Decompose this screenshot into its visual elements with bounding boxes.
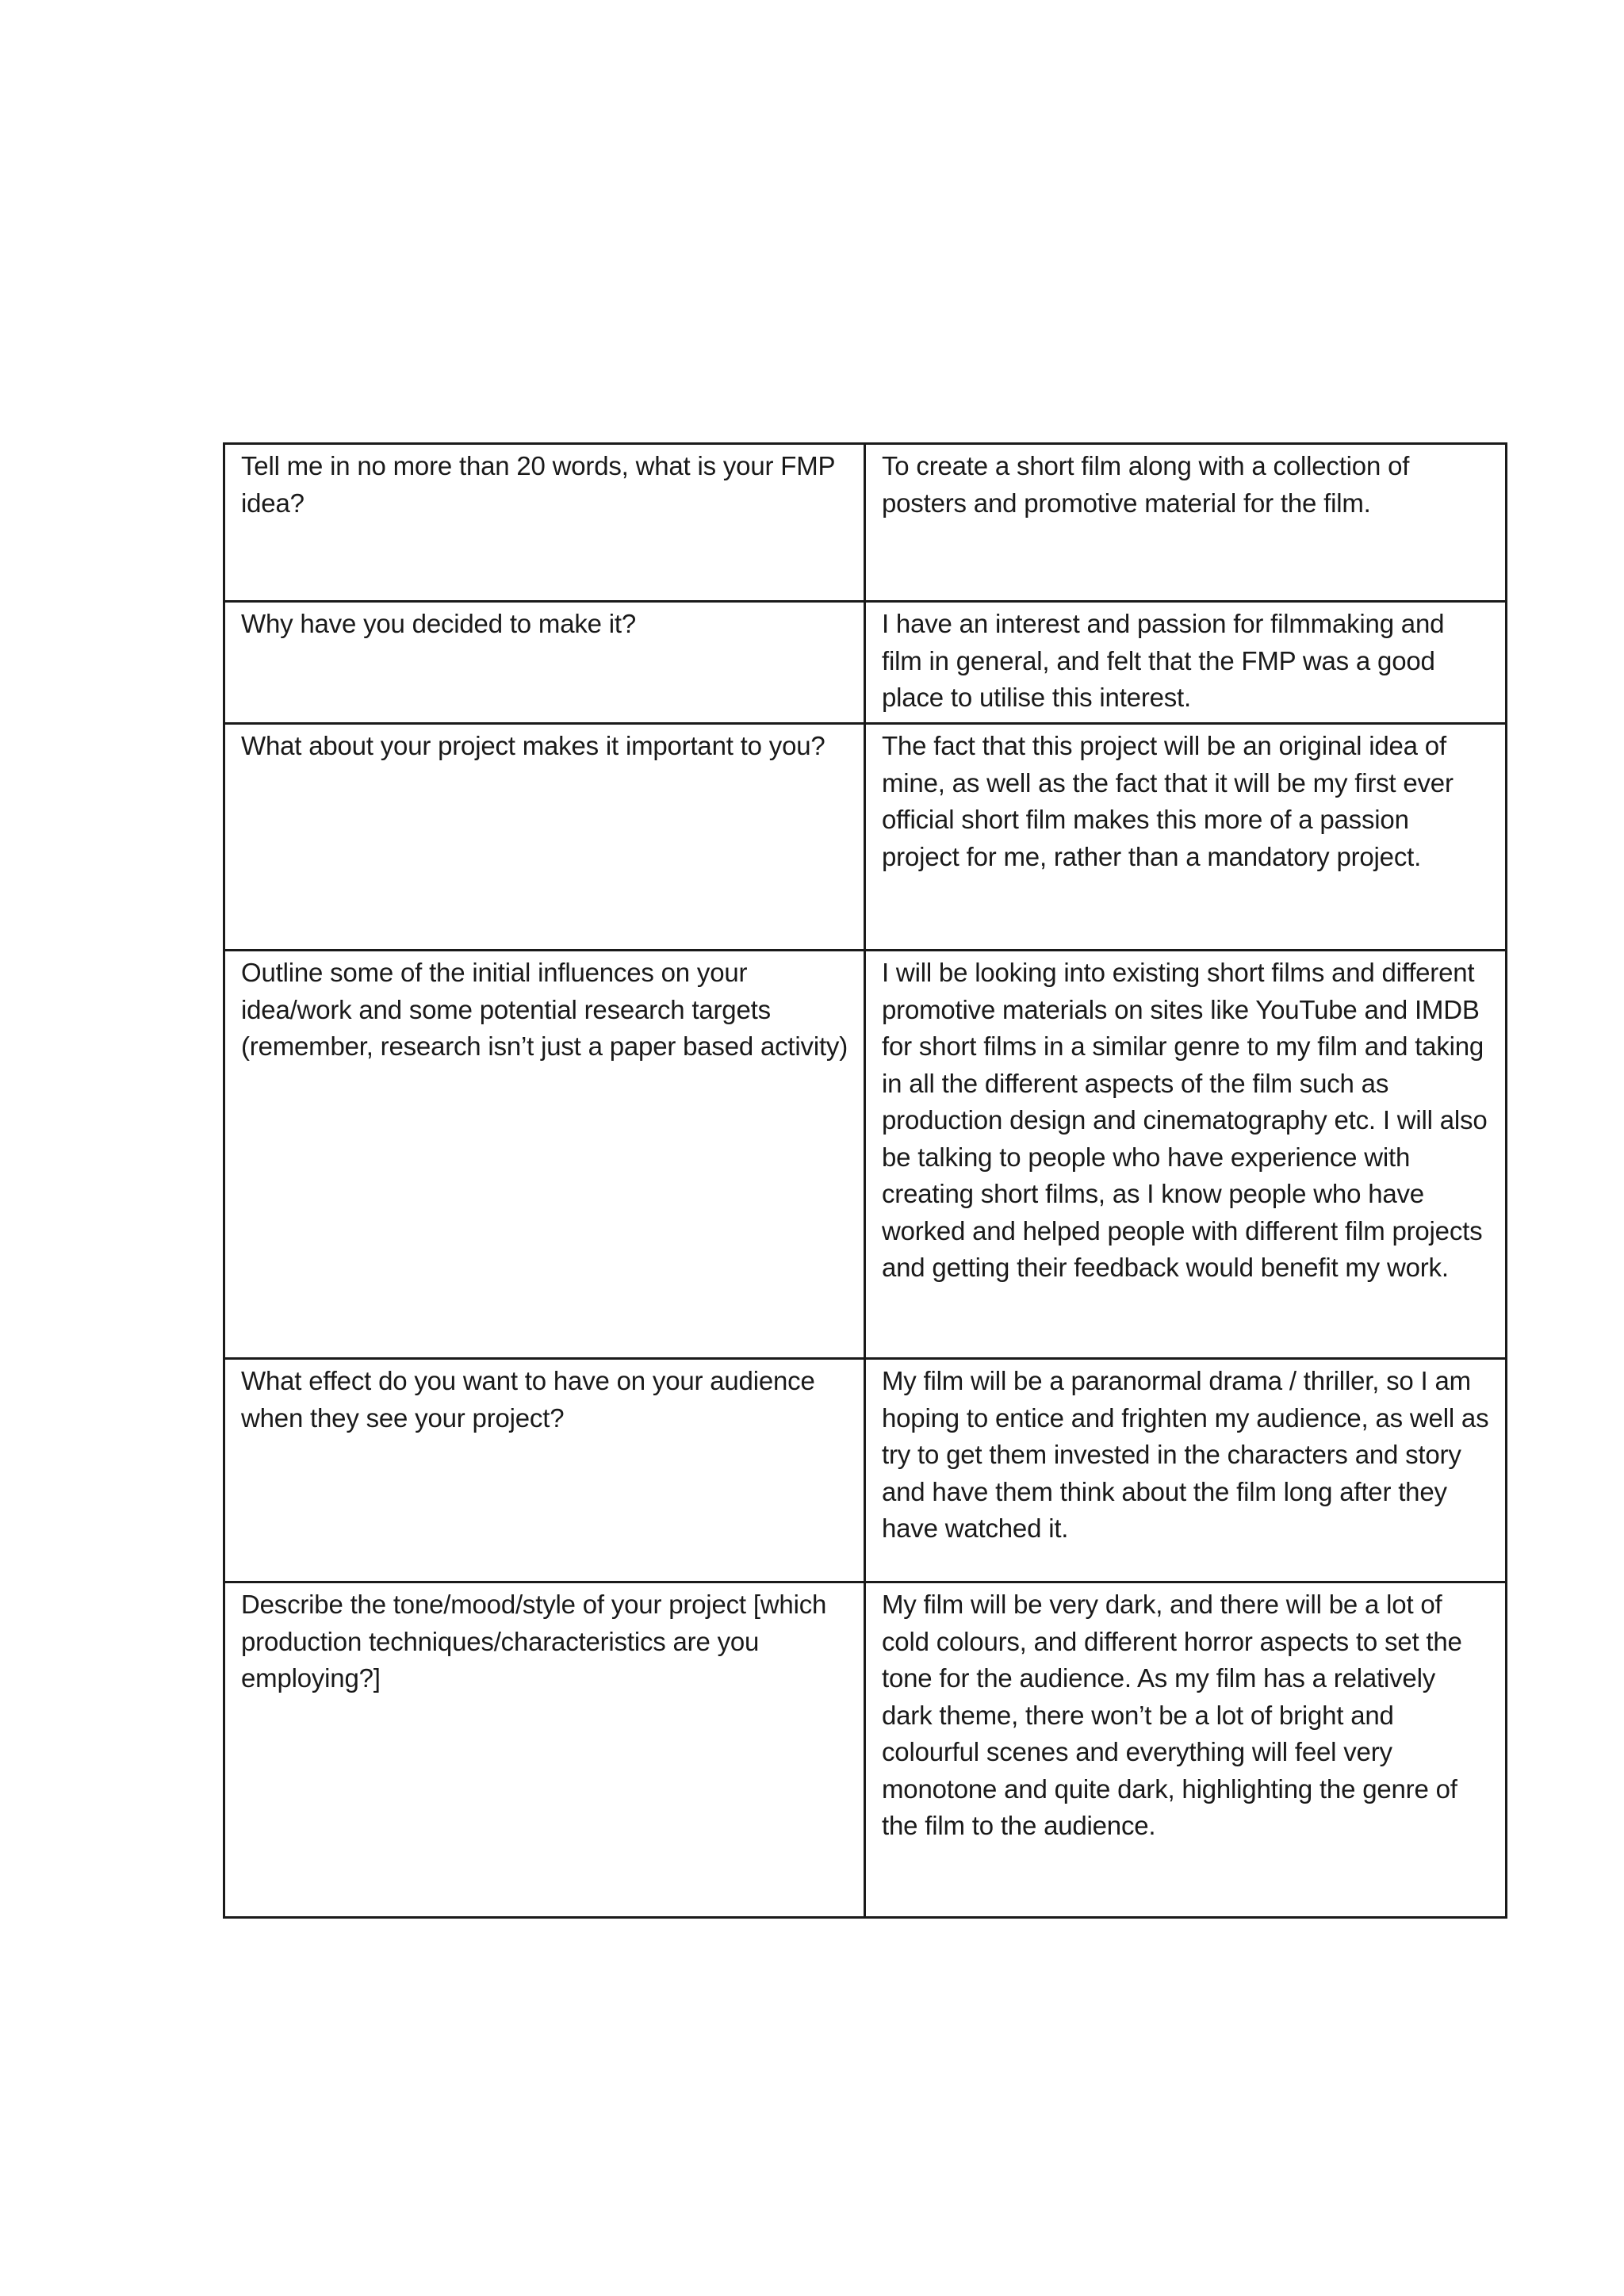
answer-cell: My film will be very dark, and there will be a lot of cold colours, and different horror aspects to set the tone for the audience. As my film has a relatively dark theme, there won’t be a lot of bright and colourful scenes and everything will feel very monotone and quite dark, highlighting the genre of the film to the audience. [865,1582,1507,1918]
question-cell: What about your project makes it important to you? [224,724,865,951]
table-row [224,602,1507,724]
question-cell: Tell me in no more than 20 words, what is your FMP idea? [224,444,865,602]
question-cell: Describe the tone/mood/style of your project [which production techniques/characteristics are you employing?] [224,1582,865,1918]
answer-cell: To create a short film along with a collection of posters and promotive material for the film. [865,444,1507,602]
question-cell: Outline some of the initial influences on your idea/work and some potential research targets (remember, research isn’t just a paper based activity) [224,951,865,1359]
table-row [224,951,1507,1359]
table-row [224,444,1507,602]
table-row [224,724,1507,951]
answer-cell: The fact that this project will be an original idea of mine, as well as the fact that it will be my first ever official short film makes this more of a passion project for me, rather than a mandatory project. [865,724,1507,951]
table-row [224,1582,1507,1918]
question-cell: What effect do you want to have on your audience when they see your project? [224,1359,865,1582]
answer-cell: I will be looking into existing short films and different promotive materials on sites like YouTube and IMDB for short films in a similar genre to my film and taking in all the different aspects of the film such as production design and cinematography etc. I will also be talking to people who have experience with creating short films, as I know people who have worked and helped people with different film projects and getting their feedback would benefit my work. [865,951,1507,1359]
fmp-proposal-table [223,442,1507,1919]
answer-cell: My film will be a paranormal drama / thriller, so I am hoping to entice and frighten my audience, as well as try to get them invested in the characters and story and have them think about the film long after they have watched it. [865,1359,1507,1582]
answer-cell: I have an interest and passion for filmmaking and film in general, and felt that the FMP was a good place to utilise this interest. [865,602,1507,724]
table-row [224,1359,1507,1582]
question-cell: Why have you decided to make it? [224,602,865,724]
